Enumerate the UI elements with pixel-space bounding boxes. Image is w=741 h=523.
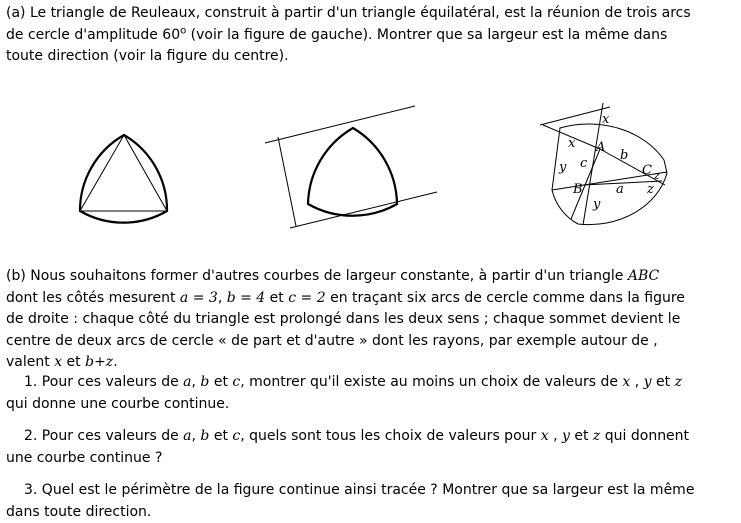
question-1-line-1: 1. Pour ces valeurs de a, b et c, montrer qu'il existe au moins un choix de valeurs de x , y et z <box>6 372 736 394</box>
label-z-right: z <box>646 182 654 197</box>
question-3 <box>6 480 736 523</box>
question-2 <box>6 426 736 469</box>
figure-right-labels <box>558 112 660 212</box>
part-b-line-2: dont les côtés mesurent a = 3, b = 4 et c = 2 en traçant six arcs de cercle comme dans la figure <box>6 288 736 310</box>
label-z-sub: z <box>653 169 660 182</box>
reuleaux-outline-left <box>80 135 167 223</box>
label-a: a <box>616 182 624 197</box>
question-1-line-2: qui donne une courbe continue. <box>6 394 736 416</box>
question-3-line-1: 3. Quel est le périmètre de la figure continue ainsi tracée ? Montrer que sa largeur est la même <box>6 480 736 502</box>
part-b-line-3: de droite : chaque côté du triangle est prolongé dans les deux sens ; chaque sommet devient le <box>6 309 736 331</box>
reuleaux-figure-center <box>265 106 437 228</box>
reuleaux-outline-center <box>308 128 397 216</box>
part-a-line-1: (a) Le triangle de Reuleaux, construit à partir d'un triangle équilatéral, est la réunion de trois arcs <box>6 3 736 25</box>
part-a-line-2: de cercle d'amplitude 60$^o$ (voir la figure de gauche). Montrer que sa largeur est la même dans <box>6 25 736 47</box>
parallel-line-bottom <box>290 192 437 228</box>
part-a-paragraph <box>6 3 736 68</box>
part-b-line-1: (b) Nous souhaitons former d'autres courbes de largeur constante, à partir d'un triangle ABC <box>6 266 736 288</box>
reuleaux-figure-left <box>80 135 167 223</box>
width-segment <box>278 137 296 226</box>
part-b-paragraph <box>6 266 736 374</box>
label-y-left: y <box>558 160 567 175</box>
label-x-left: x <box>568 136 576 151</box>
label-B: B <box>572 182 583 197</box>
label-c: c <box>580 156 588 171</box>
triangle-abc: ABC <box>628 268 659 284</box>
question-3-line-2: dans toute direction. <box>6 502 736 523</box>
figures-row <box>0 95 741 250</box>
question-1 <box>6 372 736 415</box>
figures-svg <box>0 95 741 250</box>
equilateral-triangle-left <box>80 135 167 211</box>
part-b-line-4: centre de deux arcs de cercle « de part et d'autre » dont les rayons, par exemple autour de , <box>6 331 736 353</box>
part-b-line-5: valent x et b+z. <box>6 352 736 374</box>
question-2-line-2: une courbe continue ? <box>6 448 736 470</box>
degree-sign: o <box>180 25 186 36</box>
question-2-line-1: 2. Pour ces valeurs de a, b et c, quels sont tous les choix de valeurs pour x , y et z qui donnent <box>6 426 736 448</box>
label-C: C <box>642 163 652 178</box>
label-x-top: x <box>602 112 610 127</box>
label-b: b <box>620 148 628 163</box>
label-A: A <box>595 140 605 155</box>
part-a-line-3: toute direction (voir la figure du centre). <box>6 46 736 68</box>
label-y-bottom: y <box>592 197 601 212</box>
